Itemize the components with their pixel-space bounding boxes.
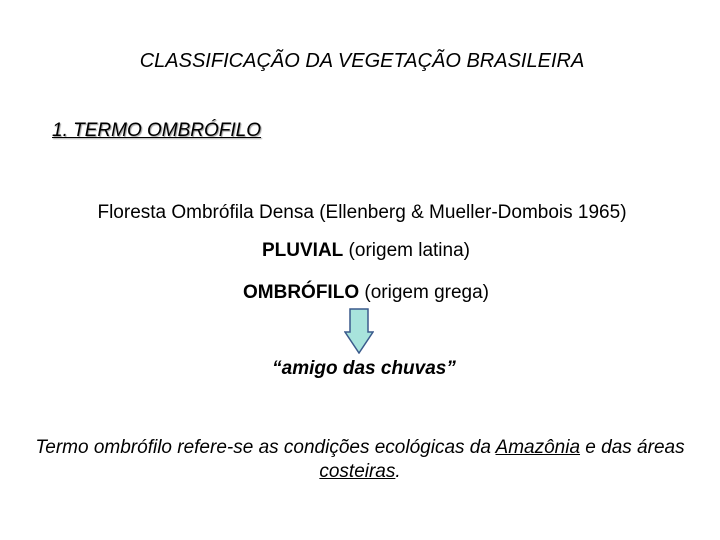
ombrofilo-line — [0, 282, 720, 304]
costeiras-link[interactable]: costeiras — [319, 461, 396, 482]
translation-quote: “amigo das chuvas” — [272, 358, 456, 379]
pluvial-origin: (origem latina) — [343, 240, 470, 261]
pluvial-line — [0, 240, 720, 262]
section-heading: 1. TERMO OMBRÓFILO — [52, 120, 262, 141]
paragraph-text-2: e das áreas — [580, 437, 685, 458]
amazonia-link[interactable]: Amazônia — [495, 437, 581, 458]
forest-type-line: Floresta Ombrófila Densa (Ellenberg & Mueller-Dombois 1965) — [97, 202, 627, 223]
ombrofilo-origin: (origem grega) — [359, 282, 489, 303]
definition-paragraph — [0, 436, 720, 484]
ombrofilo-term: OMBRÓFILO — [243, 282, 360, 303]
pluvial-term: PLUVIAL — [262, 240, 344, 261]
down-arrow-icon — [344, 308, 374, 354]
paragraph-text-3: . — [395, 461, 401, 482]
page-title: CLASSIFICAÇÃO DA VEGETAÇÃO BRASILEIRA — [139, 50, 585, 72]
paragraph-text-1: Termo ombrófilo refere-se as condições ecológicas da — [35, 437, 496, 458]
